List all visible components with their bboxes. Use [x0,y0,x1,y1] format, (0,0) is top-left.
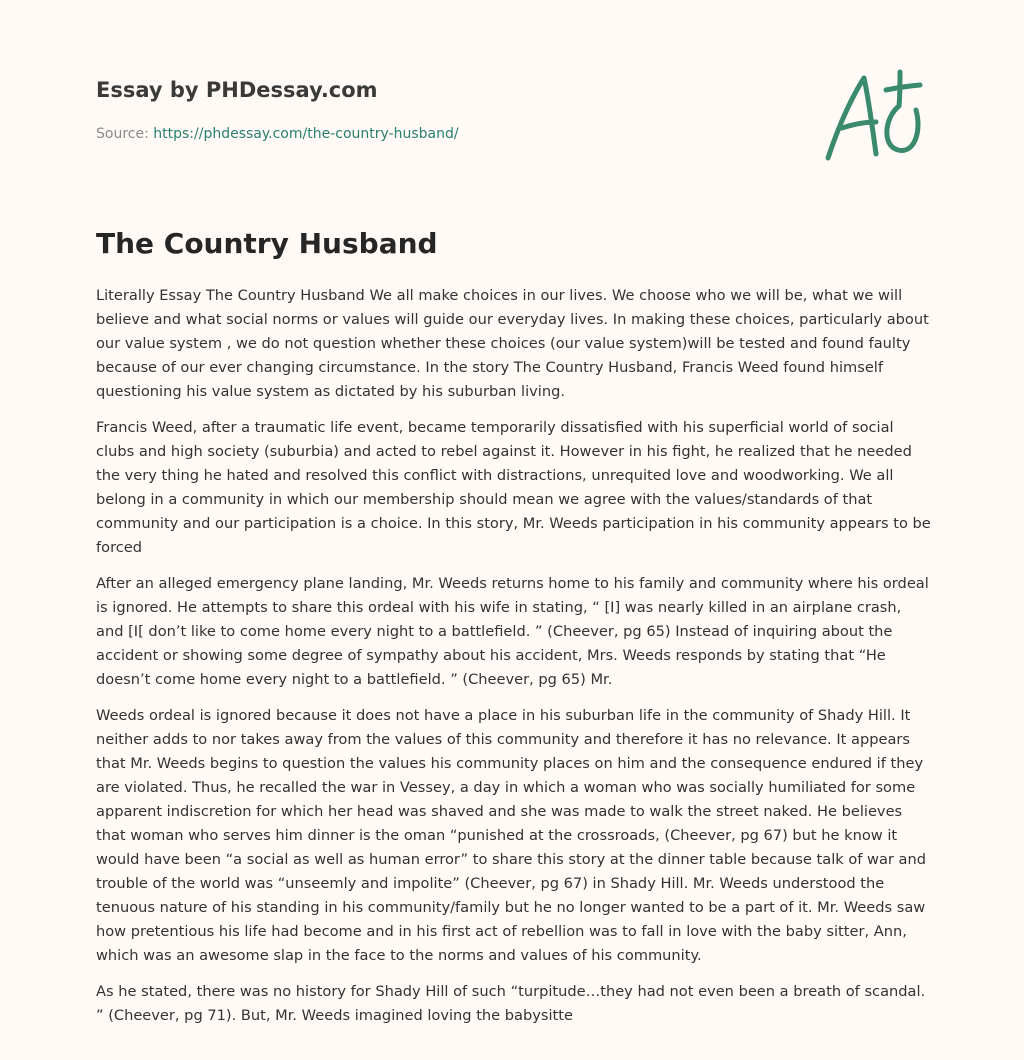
page-title: The Country Husband [96,227,438,260]
paragraph-3: After an alleged emergency plane landing, Mr. Weeds returns home to his family and community where his ordeal is ignored. He attempts to share this ordeal with his wife in stating, “ [I] was nearly killed in an airplane crash, and [I[ don’t like to come home every night to a battlefield. ” (Cheever, pg 65) Instead of inquiring about the accident or showing some degree of sympathy about his accident, Mrs. Weeds responds by stating that “He doesn’t come home every night to a battlefield. ” (Cheever, pg 65) Mr. [96,575,929,688]
paragraph-1: Literally Essay The Country Husband We all make choices in our lives. We choose who we will be, what we will believe and what social norms or values will guide our everyday lives. In making these choices, particularly about our value system , we do not question whether these choices (our value system)will be tested and found faulty because of our ever changing circumstance. In the story The Country Husband, Francis Weed found himself questioning his value system as dictated by his suburban living. [96,287,929,400]
essay-body [96,284,932,1040]
source-label: Source: [96,126,149,142]
paragraph-5: As he stated, there was no history for Shady Hill of such “turpitude…they had not even been a breath of scandal. ” (Cheever, pg 71). But, Mr. Weeds imagined loving the babysitte [96,983,926,1024]
site-title: Essay by PHDessay.com [96,78,378,102]
paragraph-4: Weeds ordeal is ignored because it does not have a place in his suburban life in the community of Shady Hill. It neither adds to nor takes away from the values of this community and therefore it has no relevance. It appears that Mr. Weeds begins to question the values his community places on him and the consequence endured if they are violated. Thus, he recalled the war in Vessey, a day in which a woman who was socially humiliated for some apparent indiscretion for which her head was shaved and she was made to walk the street naked. He believes that woman who serves him dinner is the oman “punished at the crossroads, (Cheever, pg 67) but he know it would have been “a social as well as human error” to share this story at the dinner table because talk of war and trouble of the world was “unseemly and impolite” (Cheever, pg 67) in Shady Hill. Mr. Weeds understood the tenuous nature of his standing in his community/family but he no longer wanted to be a part of it. Mr. Weeds saw how pretentious his life had become and in his first act of rebellion was to fall in love with the baby sitter, Ann, which was an awesome slap in the face to the norms and values of his community. [96,707,927,964]
source-link[interactable]: https://phdessay.com/the-country-husband/ [153,126,459,142]
header [96,76,716,144]
a-plus-logo-icon [820,66,930,166]
a-plus-logo [820,66,930,166]
source-line [96,124,716,144]
paragraph-2: Francis Weed, after a traumatic life event, became temporarily dissatisfied with his superficial world of social clubs and high society (suburbia) and acted to rebel against it. However in his fight, he realized that he needed the very thing he hated and resolved this conflict with distractions, unrequited love and woodworking. We all belong in a community in which our membership should mean we agree with the values/standards of that community and our participation is a choice. In this story, Mr. Weeds participation in his community appears to be forced [96,419,931,556]
